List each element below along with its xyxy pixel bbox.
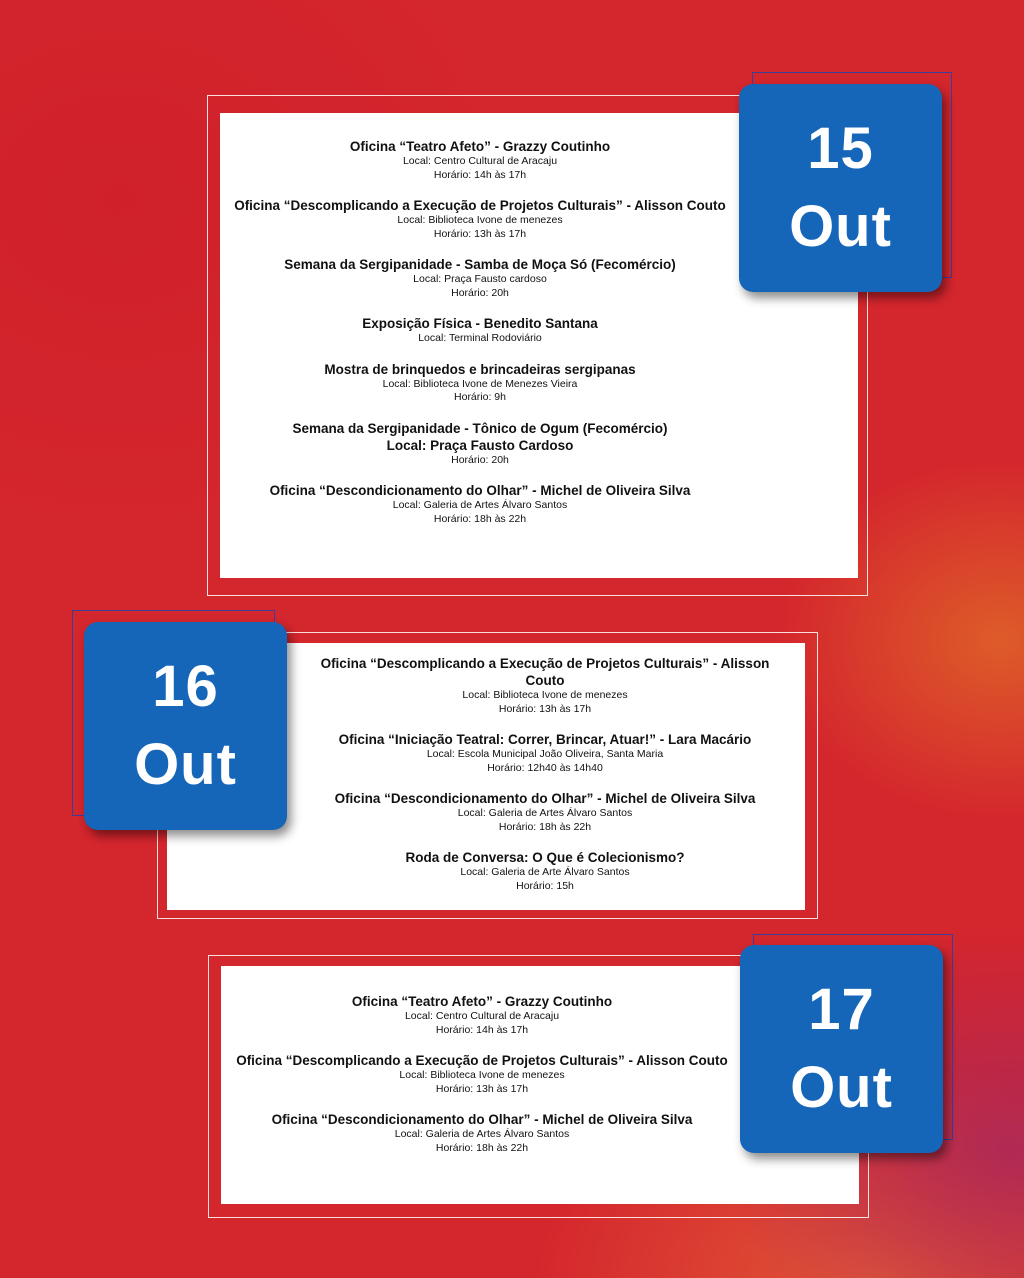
event-time: Horário: 20h — [451, 453, 509, 466]
event-location: Local: Biblioteca Ivone de Menezes Vieira — [382, 377, 578, 390]
event-location: Local: Galeria de Arte Álvaro Santos — [460, 866, 630, 878]
event-item — [230, 420, 730, 468]
event-location: Local: Galeria de Artes Álvaro Santos — [392, 499, 568, 511]
event-title: Oficina “Descondicionamento do Olhar” - Michel de Oliveira Silva — [271, 1112, 693, 1127]
event-time: Horário: 12h40 às 14h40 — [487, 761, 603, 774]
event-item — [300, 655, 790, 716]
day-15-month: Out — [789, 194, 892, 259]
day-15-number: 15 — [807, 116, 874, 181]
day-16-badge — [84, 622, 287, 830]
event-title: Oficina “Descomplicando a Execução de Projetos Culturais” - Alisson Couto — [236, 1053, 728, 1068]
event-item — [230, 315, 730, 346]
event-title: Oficina “Descomplicando a Execução de Projetos Culturais” - Alisson Couto — [320, 656, 770, 688]
day-17-number: 17 — [808, 977, 875, 1042]
event-item — [300, 849, 790, 893]
event-location: Local: Centro Cultural de Aracaju — [402, 155, 558, 167]
event-item — [232, 1111, 732, 1155]
event-time: Horário: 13h às 17h — [435, 1082, 529, 1095]
event-location: Local: Praça Fausto Cardoso — [386, 437, 574, 453]
event-location: Local: Biblioteca Ivone de menezes — [462, 689, 628, 701]
event-time: Horário: 18h às 22h — [433, 512, 527, 525]
event-time: Horário: 18h às 22h — [498, 820, 592, 833]
event-item — [230, 361, 730, 405]
event-time: Horário: 20h — [451, 286, 509, 299]
event-time: Horário: 14h às 17h — [435, 1023, 529, 1036]
day-15-badge — [739, 84, 942, 292]
event-location: Local: Escola Municipal João Oliveira, Santa Maria — [426, 748, 664, 760]
event-item — [230, 256, 730, 300]
event-location: Local: Terminal Rodoviário — [418, 332, 542, 344]
event-title: Semana da Sergipanidade - Samba de Moça Só (Fecomércio) — [284, 257, 676, 272]
day-17-event-list — [232, 993, 732, 1170]
event-item — [230, 138, 730, 182]
event-item — [232, 993, 732, 1037]
event-time: Horário: 13h às 17h — [433, 227, 527, 240]
event-title: Oficina “Teatro Afeto” - Grazzy Coutinho — [349, 139, 611, 154]
day-16-month: Out — [134, 732, 237, 797]
event-time: Horário: 18h às 22h — [435, 1141, 529, 1154]
event-title: Roda de Conversa: O Que é Colecionismo? — [405, 850, 685, 865]
day-16-number: 16 — [152, 654, 219, 719]
event-item — [230, 482, 730, 526]
event-item — [232, 1052, 732, 1096]
event-item — [300, 731, 790, 775]
event-title: Oficina “Iniciação Teatral: Correr, Brincar, Atuar!” - Lara Macário — [338, 732, 752, 747]
event-location: Local: Biblioteca Ivone de menezes — [399, 1069, 565, 1081]
event-title: Oficina “Descondicionamento do Olhar” - Michel de Oliveira Silva — [334, 791, 756, 806]
day-16-event-list — [300, 655, 790, 908]
event-item — [230, 197, 730, 241]
event-title: Mostra de brinquedos e brincadeiras sergipanas — [324, 361, 636, 377]
event-time: Horário: 13h às 17h — [498, 702, 592, 715]
day-15-event-list — [230, 138, 730, 541]
event-location: Local: Galeria de Artes Álvaro Santos — [394, 1128, 570, 1140]
event-time: Horário: 9h — [454, 391, 506, 403]
event-location: Local: Galeria de Artes Álvaro Santos — [457, 807, 633, 819]
event-location: Local: Centro Cultural de Aracaju — [404, 1010, 560, 1022]
event-title: Oficina “Teatro Afeto” - Grazzy Coutinho — [351, 994, 613, 1009]
event-time: Horário: 15h — [516, 879, 574, 892]
event-item — [300, 790, 790, 834]
event-title: Semana da Sergipanidade - Tônico de Ogum (Fecomércio) — [292, 420, 668, 436]
event-location: Local: Biblioteca Ivone de menezes — [397, 214, 563, 226]
event-location: Local: Praça Fausto cardoso — [413, 273, 547, 285]
event-title: Oficina “Descondicionamento do Olhar” - Michel de Oliveira Silva — [269, 483, 691, 498]
event-time: Horário: 14h às 17h — [433, 168, 527, 181]
day-17-badge — [740, 945, 943, 1153]
day-17-month: Out — [790, 1055, 893, 1120]
event-title: Oficina “Descomplicando a Execução de Projetos Culturais” - Alisson Couto — [234, 198, 726, 213]
event-title: Exposição Física - Benedito Santana — [362, 316, 598, 331]
